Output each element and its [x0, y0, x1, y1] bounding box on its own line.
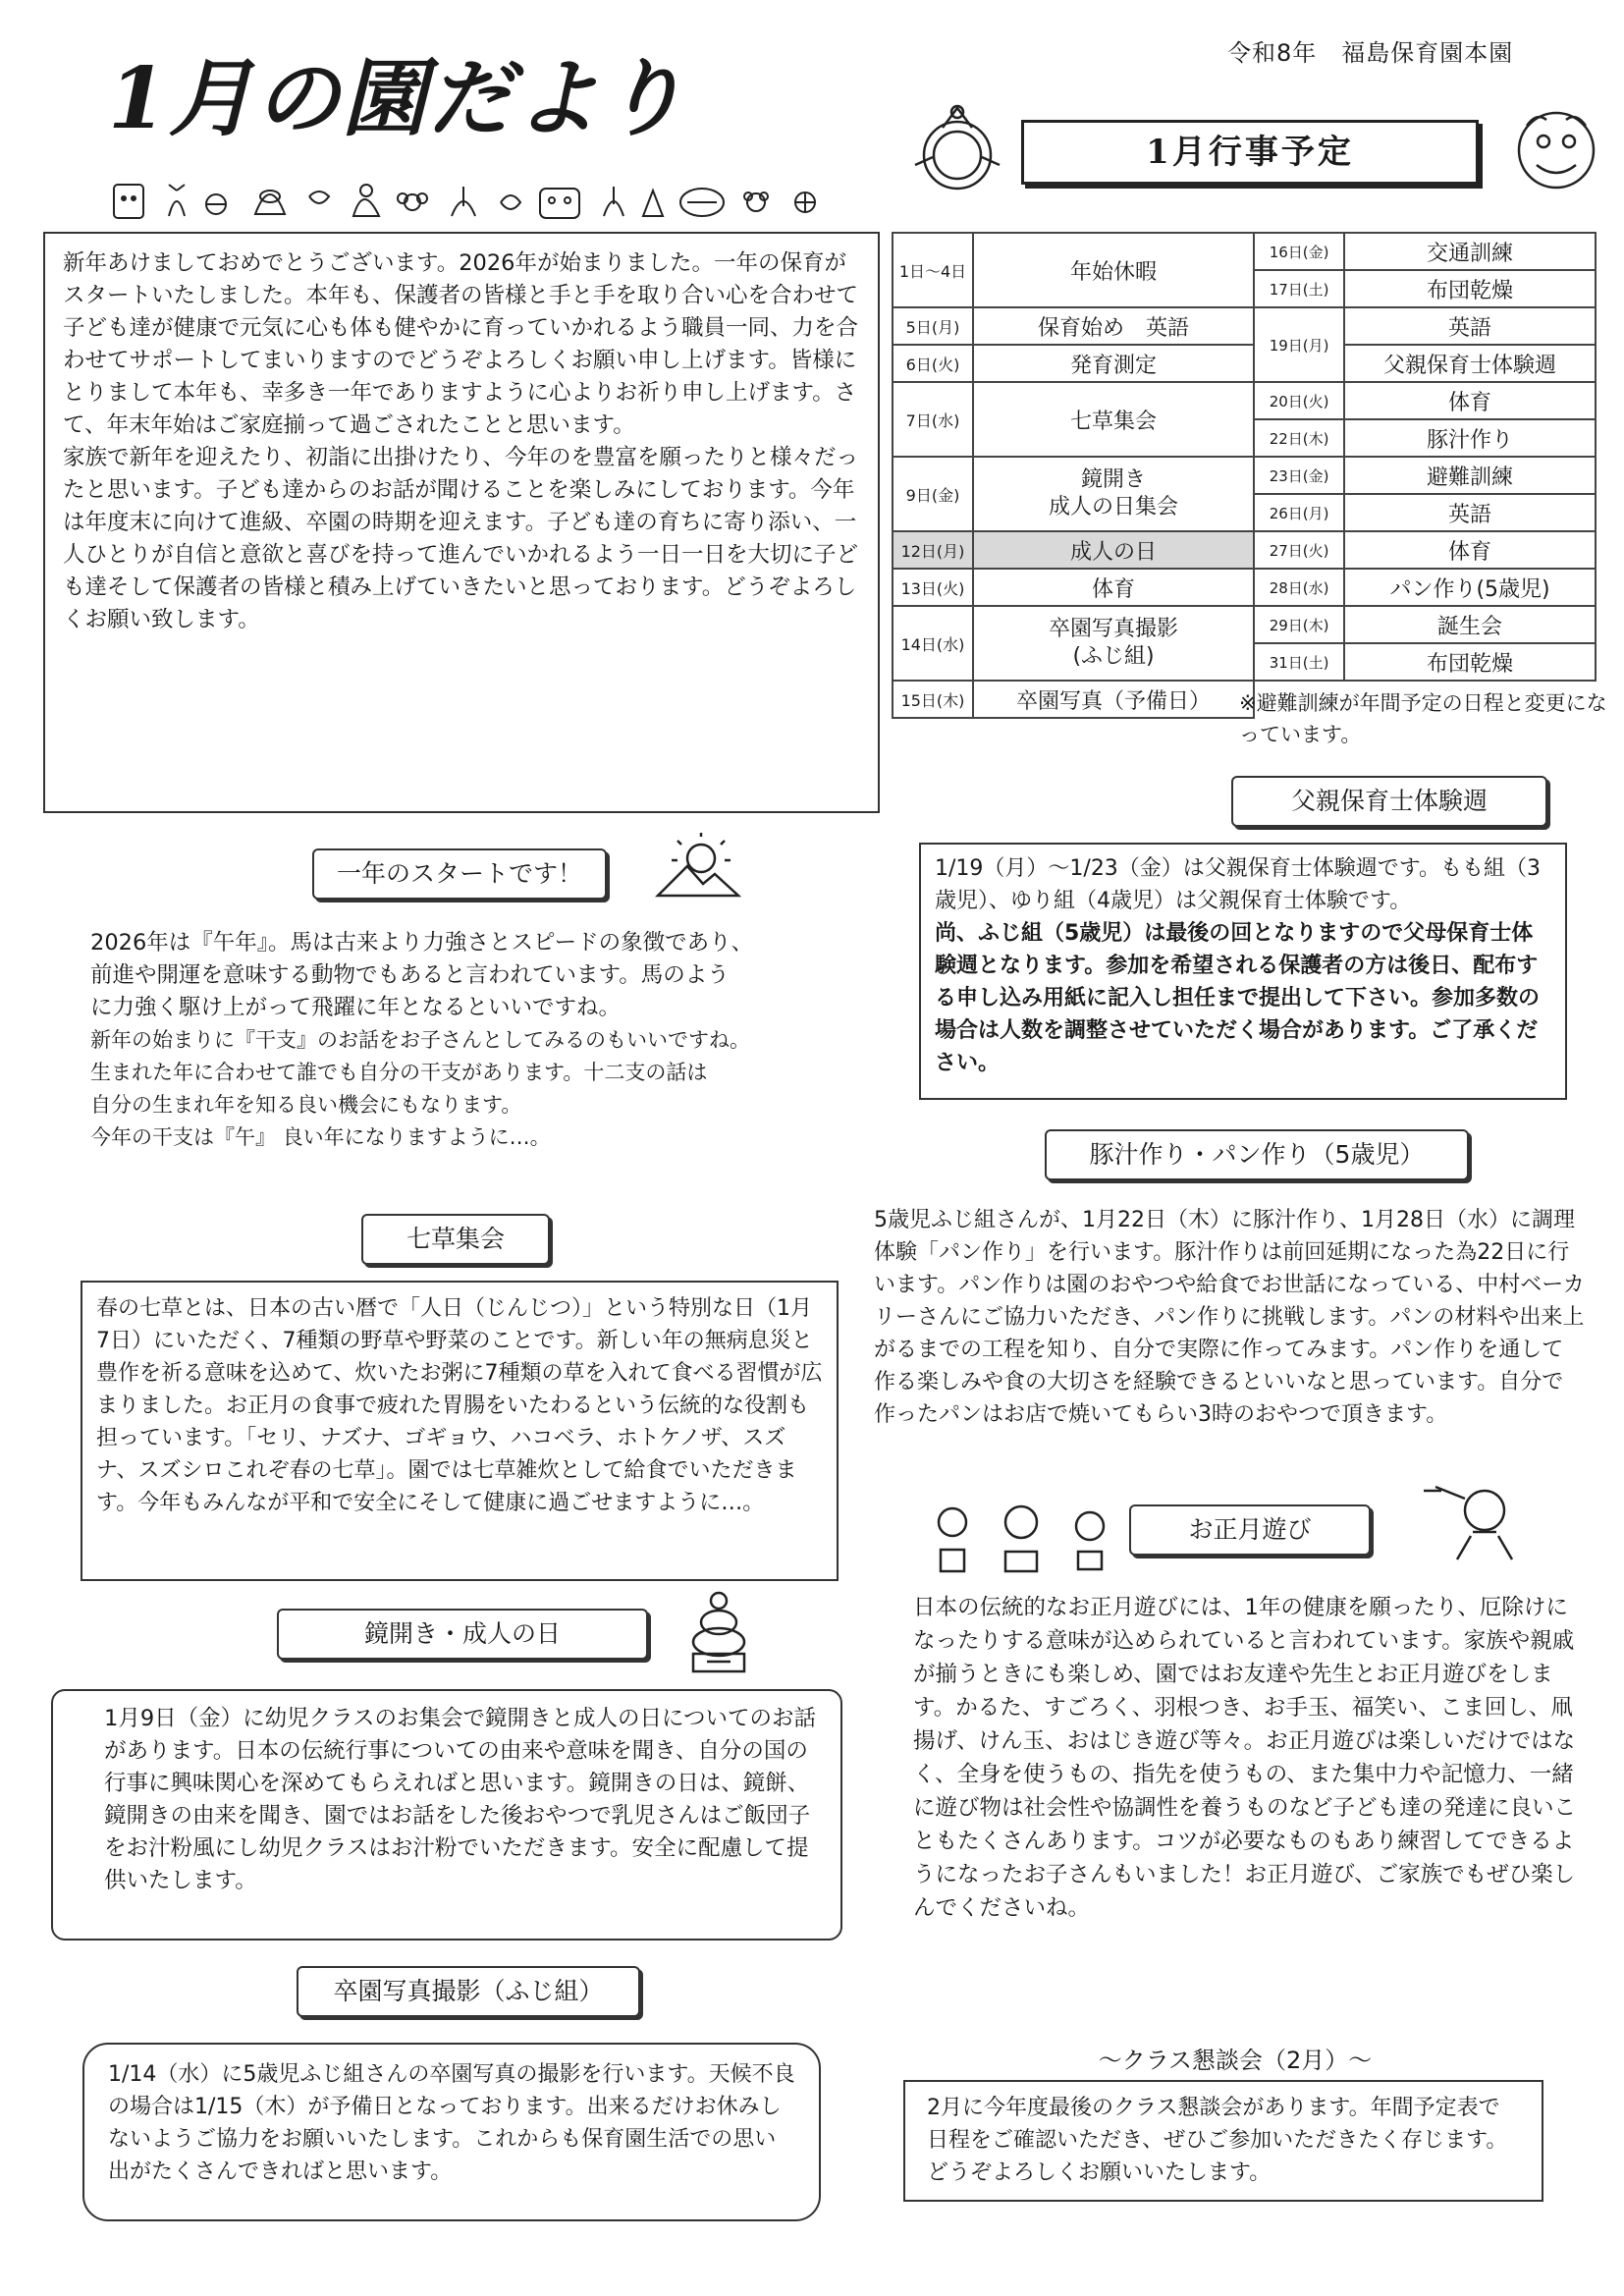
schedule-event: 卒園写真（予備日）: [973, 681, 1254, 718]
table-row: [893, 569, 1596, 606]
start-line: 2026年は『午年』。馬は古来より力強さとスピードの象徴であり、: [90, 930, 754, 956]
table-row: [893, 307, 1596, 345]
nanakusa-heading: 七草集会: [361, 1214, 550, 1265]
father-note: 尚、ふじ組（5歳児）は最後の回となりますので父母保育士体験週となります。参加を希望される保護者の方は後日、配布する申し込み用紙に記入し担任まで提出して下さい。参加多数の場合は人数を調整させていただく場合があります。ご了承ください。: [935, 921, 1541, 1075]
schedule-event: 英語: [1344, 307, 1596, 345]
kids-playing-icon: [923, 1501, 1119, 1579]
schedule-date: 26日(月): [1254, 494, 1344, 531]
kagami-mochi-icon: [677, 1589, 760, 1677]
greeting-paragraph-1: 新年あけましておめでとうございます。2026年が始まりました。一年の保育がスタートいたしました。本年も、保護者の皆様と手と手を取り合い心を合わせて子ども達が健康で元気に心も体も健やかに育っていかれるよう職員一同、力を合わせてサポートしてまいりますのでどうぞよろしくお願い申し上げます。皆様にとりまして本年も、幸多き一年でありますように心よりお祈り申し上げます。さて、年末年始はご家庭揃って過ごされたことと思います。: [63, 250, 859, 438]
father-body: [919, 843, 1567, 1100]
schedule-date: 28日(水): [1254, 569, 1344, 606]
schedule-event: 鏡開き 成人の日集会: [973, 457, 1254, 531]
asobi-heading: お正月遊び: [1129, 1504, 1371, 1556]
start-body: [90, 927, 856, 1154]
photo-body: 1/14（水）に5歳児ふじ組さんの卒園写真の撮影を行います。天候不良の場合は1/15（木）が予備日となっております。出来るだけお休みしないようご協力をお願いいたします。これからも保育園生活での思い出がたくさんできればと思います。: [82, 2043, 821, 2221]
schedule-event: パン作り(5歳児): [1344, 569, 1596, 606]
schedule-event: 父親保育士体験週: [1344, 345, 1596, 382]
schedule-event: 七草集会: [973, 382, 1254, 457]
table-row: [893, 531, 1596, 569]
shimekazari-wreath-icon: [903, 98, 1011, 206]
schedule-date: 15日(木): [893, 681, 973, 718]
kite-kid-icon: [1414, 1481, 1532, 1569]
table-row: [893, 606, 1596, 643]
schedule-event: 体育: [1344, 382, 1596, 419]
schedule-event: 布団乾燥: [1344, 643, 1596, 681]
start-line: 生まれた年に合わせて誰でも自分の干支があります。十二支の話は: [90, 1061, 708, 1084]
schedule-event-holiday: 成人の日: [973, 531, 1254, 569]
father-text: 1/19（月）～1/23（金）は父親保育士体験週です。もも組（3歳児）、ゆり組（4歳児）は父親保育士体験です。: [935, 856, 1542, 913]
table-row: [893, 233, 1596, 270]
new-year-decoration-icons: [108, 177, 835, 226]
schedule-date: 16日(金): [1254, 233, 1344, 270]
table-row: [893, 457, 1596, 494]
school-name: 令和8年 福島保育園本園: [1227, 39, 1514, 67]
event-schedule-table: [892, 232, 1597, 719]
start-line: 前進や開運を意味する動物でもあると言われています。馬のよう: [90, 962, 730, 988]
schedule-event: 体育: [1344, 531, 1596, 569]
schedule-date: 27日(火): [1254, 531, 1344, 569]
schedule-date: 7日(水): [893, 382, 973, 457]
schedule-event: 卒園写真撮影 (ふじ組): [973, 606, 1254, 681]
schedule-date: 13日(火): [893, 569, 973, 606]
schedule-event: 避難訓練: [1344, 457, 1596, 494]
kondan-body: 2月に今年度最後のクラス懇談会があります。年間予定表で日程をご確認いただき、ぜひご参加いただきたく存じます。どうぞよろしくお願いいたします。: [903, 2080, 1543, 2202]
nanakusa-body: 春の七草とは、日本の古い暦で「人日（じんじつ）」という特別な日（1月7日）にいただく、7種類の野草や野菜のことです。新しい年の無病息災と豊作を祈る意味を込めて、炊いたお粥に7種類の草を入れて食べる習慣が広まりました。お正月の食事で疲れた胃腸をいたわるという伝統的な役割も担っています。「セリ、ナズナ、ゴギョウ、ハコベラ、ホトケノザ、スズナ、スズシロこれぞ春の七草」。園では七草雑炊として給食でいただきます。今年もみんなが平和で安全にそして健康に過ごせますように…。: [81, 1281, 839, 1581]
schedule-event: 英語: [1344, 494, 1596, 531]
schedule-date: 12日(月): [893, 531, 973, 569]
schedule-date: 19日(月): [1254, 307, 1344, 382]
schedule-date: 5日(月): [893, 307, 973, 345]
schedule-date: 23日(金): [1254, 457, 1344, 494]
schedule-date: 20日(火): [1254, 382, 1344, 419]
tonjiru-heading: 豚汁作り・パン作り（5歳児）: [1045, 1129, 1469, 1180]
greeting-paragraph-2: 家族で新年を迎えたり、初詣に出掛けたり、今年のを豊富を願ったりと様々だったと思います。子ども達からのお話が聞けることを楽しみにしております。今年は年度末に向けて進級、卒園の時期を迎えます。子ども達の育ちに寄り添い、一人ひとりが自信と意欲と喜びを持って進んでいかれるよう一日一日を大切に子ども達そして保護者の皆様と積み上げていきたいと思っております。どうぞよろしくお願い致します。: [63, 445, 859, 632]
schedule-note: ※避難訓練が年間予定の日程と変更になっています。: [1239, 691, 1607, 746]
schedule-date: 1日～4日: [893, 233, 973, 307]
start-line: 今年の干支は『午』 良い年になりますように…。: [90, 1125, 551, 1149]
start-heading: 一年のスタートです！: [312, 848, 607, 900]
schedule-event: 発育測定: [973, 345, 1254, 382]
schedule-date: 22日(木): [1254, 419, 1344, 457]
start-line: 自分の生まれ年を知る良い機会にもなります。: [90, 1093, 522, 1117]
schedule-date: 9日(金): [893, 457, 973, 531]
shishimai-lion-icon: [1502, 96, 1610, 204]
schedule-date: 14日(水): [893, 606, 973, 681]
start-line: 新年の始まりに『干支』のお話をお子さんとしてみるのもいいですね。: [90, 1028, 750, 1052]
start-line: に力強く駆け上がって飛躍に年となるといいですね。: [90, 995, 622, 1020]
photo-heading: 卒園写真撮影（ふじ組）: [297, 1966, 640, 2017]
greeting-message: [43, 232, 880, 813]
asobi-body: 日本の伝統的なお正月遊びには、1年の健康を願ったり、厄除けになったりする意味が込められていると言われています。家族や親戚が揃うときにも楽しめ、園ではお友達や先生とお正月遊びをします。かるた、すごろく、羽根つき、お手玉、福笑い、こま回し、凧揚げ、けん玉、おはじき遊び等々。お正月遊びは楽しいだけではなく、全身を使うもの、指先を使うもの、また集中力や記憶力、一緒に遊び物は社会性や協調性を養うものなど子ども達の発達に良いこともたくさんあります。コツが必要なものもあり練習してできるようになったお子さんもいました！お正月遊び、ご家族でもぜひ楽しんでくださいね。: [913, 1595, 1577, 1921]
schedule-date: 31日(土): [1254, 643, 1344, 681]
schedule-date: 17日(土): [1254, 270, 1344, 307]
table-row: [893, 345, 1596, 382]
kagami-heading: 鏡開き・成人の日: [277, 1609, 648, 1660]
schedule-event: 誕生会: [1344, 606, 1596, 643]
schedule-date: 29日(木): [1254, 606, 1344, 643]
schedule-event: 布団乾燥: [1344, 270, 1596, 307]
schedule-event: 年始休暇: [973, 233, 1254, 307]
table-row: [893, 382, 1596, 419]
schedule-event: 豚汁作り: [1344, 419, 1596, 457]
kondan-heading: ～クラス懇談会（2月）～: [1098, 2047, 1373, 2074]
events-heading: 1月行事予定: [1021, 120, 1479, 185]
schedule-event: 体育: [973, 569, 1254, 606]
father-heading: 父親保育士体験週: [1231, 776, 1547, 827]
schedule-date: 6日(火): [893, 345, 973, 382]
sunrise-icon: [648, 831, 746, 905]
schedule-event: 交通訓練: [1344, 233, 1596, 270]
kagami-scroll-body: 1月9日（金）に幼児クラスのお集会で鏡開きと成人の日についてのお話があります。日本の伝統行事についての由来や意味を聞き、自分の国の行事に興味関心を深めてもらえればと思います。鏡開きの日は、鏡餅、鏡開きの由来を聞き、園ではお話をした後おやつで乳児さんはご飯団子をお汁粉風にし幼児クラスはお汁粉でいただきます。安全に配慮して提供いたします。: [51, 1689, 842, 1941]
schedule-event: 保育始め 英語: [973, 307, 1254, 345]
tonjiru-body: 5歳児ふじ組さんが、1月22日（木）に豚汁作り、1月28日（水）に調理体験「パン作り」を行います。豚汁作りは前回延期になった為22日に行います。パン作りは園のおやつや給食でお世話になっている、中村ベーカリーさんにご協力いただき、パン作りに挑戦します。パンの材料や出来上がるまでの工程を知り、自分で実際に作ってみます。パン作りを通して作る楽しみや食の大切さを経験できるといいなと思っています。自分で作ったパンはお店で焼いてもらい3時のおやつで頂きます。: [874, 1208, 1585, 1427]
newsletter-title: 1月の園だより: [108, 49, 687, 148]
